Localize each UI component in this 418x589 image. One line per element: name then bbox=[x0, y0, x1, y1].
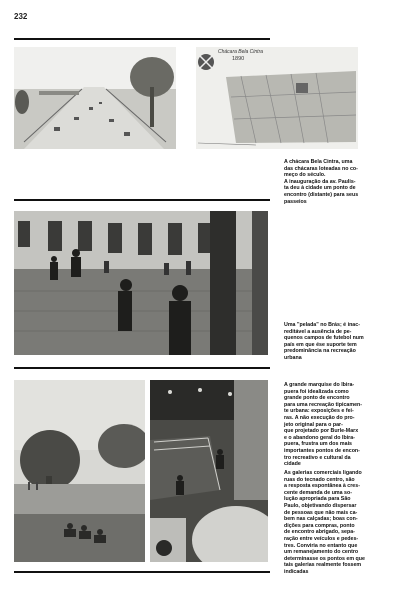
caption-line: jeto original para o par- bbox=[284, 421, 343, 428]
caption-line: indicadas bbox=[284, 568, 309, 575]
map-year: 1890 bbox=[232, 56, 245, 62]
street-football-photo bbox=[14, 211, 268, 355]
caption-line: das chácaras loteadas no co- bbox=[284, 165, 358, 172]
caption-line: a resposta espontânea à cres- bbox=[284, 483, 360, 490]
caption-line: Paulo, objetivando dispersar bbox=[284, 502, 357, 509]
caption-line: cidade bbox=[284, 461, 301, 468]
map-title: Chácara Bela Cintra bbox=[218, 49, 264, 55]
page-number: 232 bbox=[14, 12, 28, 21]
caption-line: grande ponto de encontro bbox=[284, 395, 350, 402]
section-rule-bottom bbox=[14, 571, 270, 573]
caption-line: predominância na recreação bbox=[284, 348, 356, 355]
commercial-gallery-photo bbox=[150, 380, 268, 562]
section-rule-top bbox=[14, 38, 270, 40]
caption-line: A grande marquise do Ibira- bbox=[284, 382, 355, 388]
caption-line: determinasse os pontos em que bbox=[284, 555, 365, 562]
section-rule-3 bbox=[14, 367, 270, 369]
avenue-illustration bbox=[14, 47, 176, 149]
caption-line: para uma recreação tipicamen- bbox=[284, 401, 363, 408]
caption-line: puera foi idealizada como bbox=[284, 388, 349, 395]
section-rule-2 bbox=[14, 199, 270, 201]
caption-line: meço do século. bbox=[284, 172, 326, 179]
caption-line: ta deu à cidade um ponto de bbox=[284, 185, 356, 192]
caption-line: importantes pontos de encon- bbox=[284, 447, 360, 454]
caption-line: encontro (distante) para seus bbox=[284, 191, 359, 198]
caption-pelada bbox=[284, 322, 384, 362]
caption-line: dições para compras, ponto bbox=[284, 522, 355, 529]
caption-line: A chácara Bela Cintra, uma bbox=[284, 159, 353, 165]
ibirapuera-park-photo bbox=[14, 380, 145, 562]
caption-line: um remanejamento do centro bbox=[284, 549, 359, 556]
caption-line: puera, frustra um dos mais bbox=[284, 441, 352, 448]
caption-line: te urbana: exposições e fei- bbox=[284, 408, 354, 415]
caption-line: de pessoas que não mais ca- bbox=[284, 509, 358, 516]
caption-line: ras. A não execução do pro- bbox=[284, 414, 355, 421]
caption-line: lução apropriada para São bbox=[284, 496, 351, 503]
caption-line: tres. Conviria no entanto que bbox=[284, 542, 358, 549]
chacara-map bbox=[196, 47, 358, 149]
caption-chacara bbox=[284, 159, 384, 205]
caption-line: As galerias comerciais ligando bbox=[284, 470, 362, 476]
caption-line: A inauguração da av. Paulis- bbox=[284, 178, 356, 185]
caption-line: cente demanda de uma so- bbox=[284, 489, 352, 496]
caption-line: tro recreativo e cultural da bbox=[284, 454, 351, 461]
caption-line: passeios bbox=[284, 198, 307, 205]
caption-line: que projetado por Burle-Marx bbox=[284, 428, 359, 435]
caption-line: de encontro abrigado, sepa- bbox=[284, 529, 355, 536]
caption-line: urbana bbox=[284, 354, 302, 361]
caption-line: Uma "pelada" no Brás; é inac- bbox=[284, 322, 360, 328]
caption-ibirapuera bbox=[284, 382, 384, 468]
caption-line: quenos campos de futebol num bbox=[284, 335, 364, 342]
caption-line: país em que ése suporte tem bbox=[284, 341, 357, 348]
caption-line: ruas do tecnado centro, são bbox=[284, 476, 355, 483]
caption-line: ração entre veículos e pedes- bbox=[284, 535, 359, 542]
caption-line: tais galerias realmente fossem bbox=[284, 562, 362, 569]
caption-line: reditável a ausência de pe- bbox=[284, 328, 352, 335]
caption-galerias bbox=[284, 470, 384, 576]
caption-line: e o abandono geral do Ibira- bbox=[284, 434, 355, 441]
caption-line: bem nas calçadas; boas con- bbox=[284, 516, 358, 523]
